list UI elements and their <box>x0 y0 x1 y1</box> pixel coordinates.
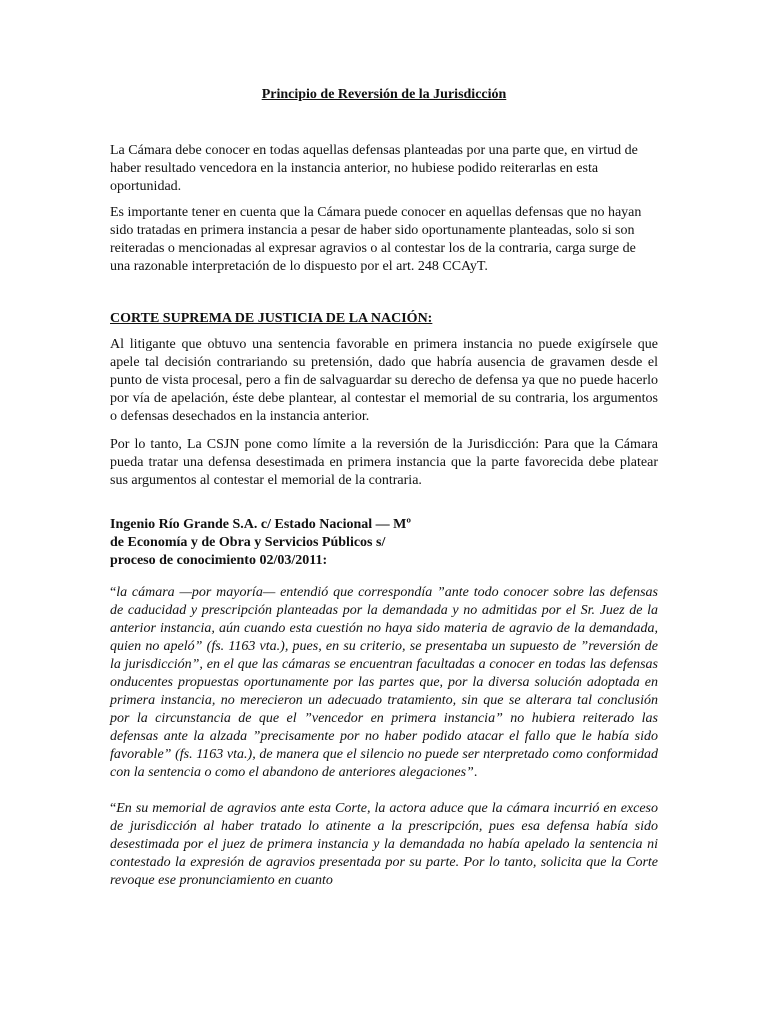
case-title-line-1: Ingenio Río Grande S.A. c/ Estado Nacional — Mº <box>110 517 411 532</box>
case-title-line-3: proceso de conocimiento 02/03/2011: <box>110 553 328 568</box>
quote-memorial <box>110 800 658 890</box>
quote-memorial-text: En su memorial de agravios ante esta Corte, la actora aduce que la cámara incurrió en exceso de jurisdicción al haber tratado lo atinente a la prescripción, pues esa defensa había sido desestimada por el juez de primera instancia y la demandada no había apelado la sentencia ni contestado la expresión de agravios presentada por su parte. Por lo tanto, solicita que la Corte revoque ese pronunciamiento en cuanto <box>110 801 658 888</box>
document-title: Principio de Reversión de la Jurisdicción <box>261 87 507 102</box>
paragraph-limite: Por lo tanto, La CSJN pone como límite a la reversión de la Jurisdicción: Para que la Cámara pueda tratar una defensa desestimada en primera instancia que la parte favorecida debe platear sus argumentos al contestar el memorial de la contraria. <box>110 437 658 488</box>
paragraph-camara: Es importante tener en cuenta que la Cámara puede conocer en aquellas defensas que no hayan sido tratadas en primera instancia a pesar de haber sido oportunamente planteadas, solo si son reiteradas o mencionadas al expresar agravios o al contestar los de la contraria, carga surge de una razonable interpretación de lo dispuesto por el art. 248 CCAyT. <box>110 205 642 274</box>
case-title <box>110 516 658 570</box>
quote-camara-text: la cámara —por mayoría— entendió que correspondía ”ante todo conocer sobre las defensas de caducidad y prescripción planteadas por la demandada y no admitidas por el Sr. Juez de la anterior instancia, aún cuando esta cuestión no haya sido materia de agravio de la demandada, quien no apeló” (fs. 1163 vta.), pues, en su criterio, se presentaba un supuesto de ”reversión de la jurisdicción”, en el que las cámaras se encuentran facultadas a conocer en todas las defensas onducentes propuestas oportunamente por las partes que, por la diversa solución adoptada en primera instancia, no merecieron un adecuado tratamiento, sin que se alterara tal conclusión por la circunstancia de que el ”vencedor en primera instancia” no hubiera reiterado las defensas ante la alzada ”precisamente por no haber podido atacar el fallo que le había sido favorable” (fs. 1163 vta.), de manera que el silencio no puede ser nterpretado como conformidad con la sentencia o como el abandono de anteriores alegaciones” <box>110 585 658 780</box>
quote-open-mark: “ <box>110 585 117 600</box>
quote-open-mark: “ <box>110 801 117 816</box>
case-title-line-2: de Economía y de Obra y Servicios Públicos s/ <box>110 535 386 550</box>
paragraph-litigante: Al litigante que obtuvo una sentencia favorable en primera instancia no puede exigírsele que apele tal decisión contrariando su pretensión, dado que habría ausencia de gravamen desde el punto de vista procesal, pero a fin de salvaguardar su derecho de defensa ya que no puede hacerlo por vía de apelación, éste debe plantear, al contestar el memorial de su contraria, los argumentos o defensas desechados en la instancia anterior. <box>110 337 658 424</box>
quote-end-mark: . <box>473 765 478 780</box>
quote-camara <box>110 584 658 782</box>
document-body <box>110 86 658 908</box>
paragraph-intro: La Cámara debe conocer en todas aquellas defensas planteadas por una parte que, en virtud de haber resultado vencedora en la instancia anterior, no hubiese podido reiterarlas en esta oportunidad. <box>110 143 638 194</box>
section-heading-csjn: CORTE SUPREMA DE JUSTICIA DE LA NACIÓN: <box>110 311 433 326</box>
